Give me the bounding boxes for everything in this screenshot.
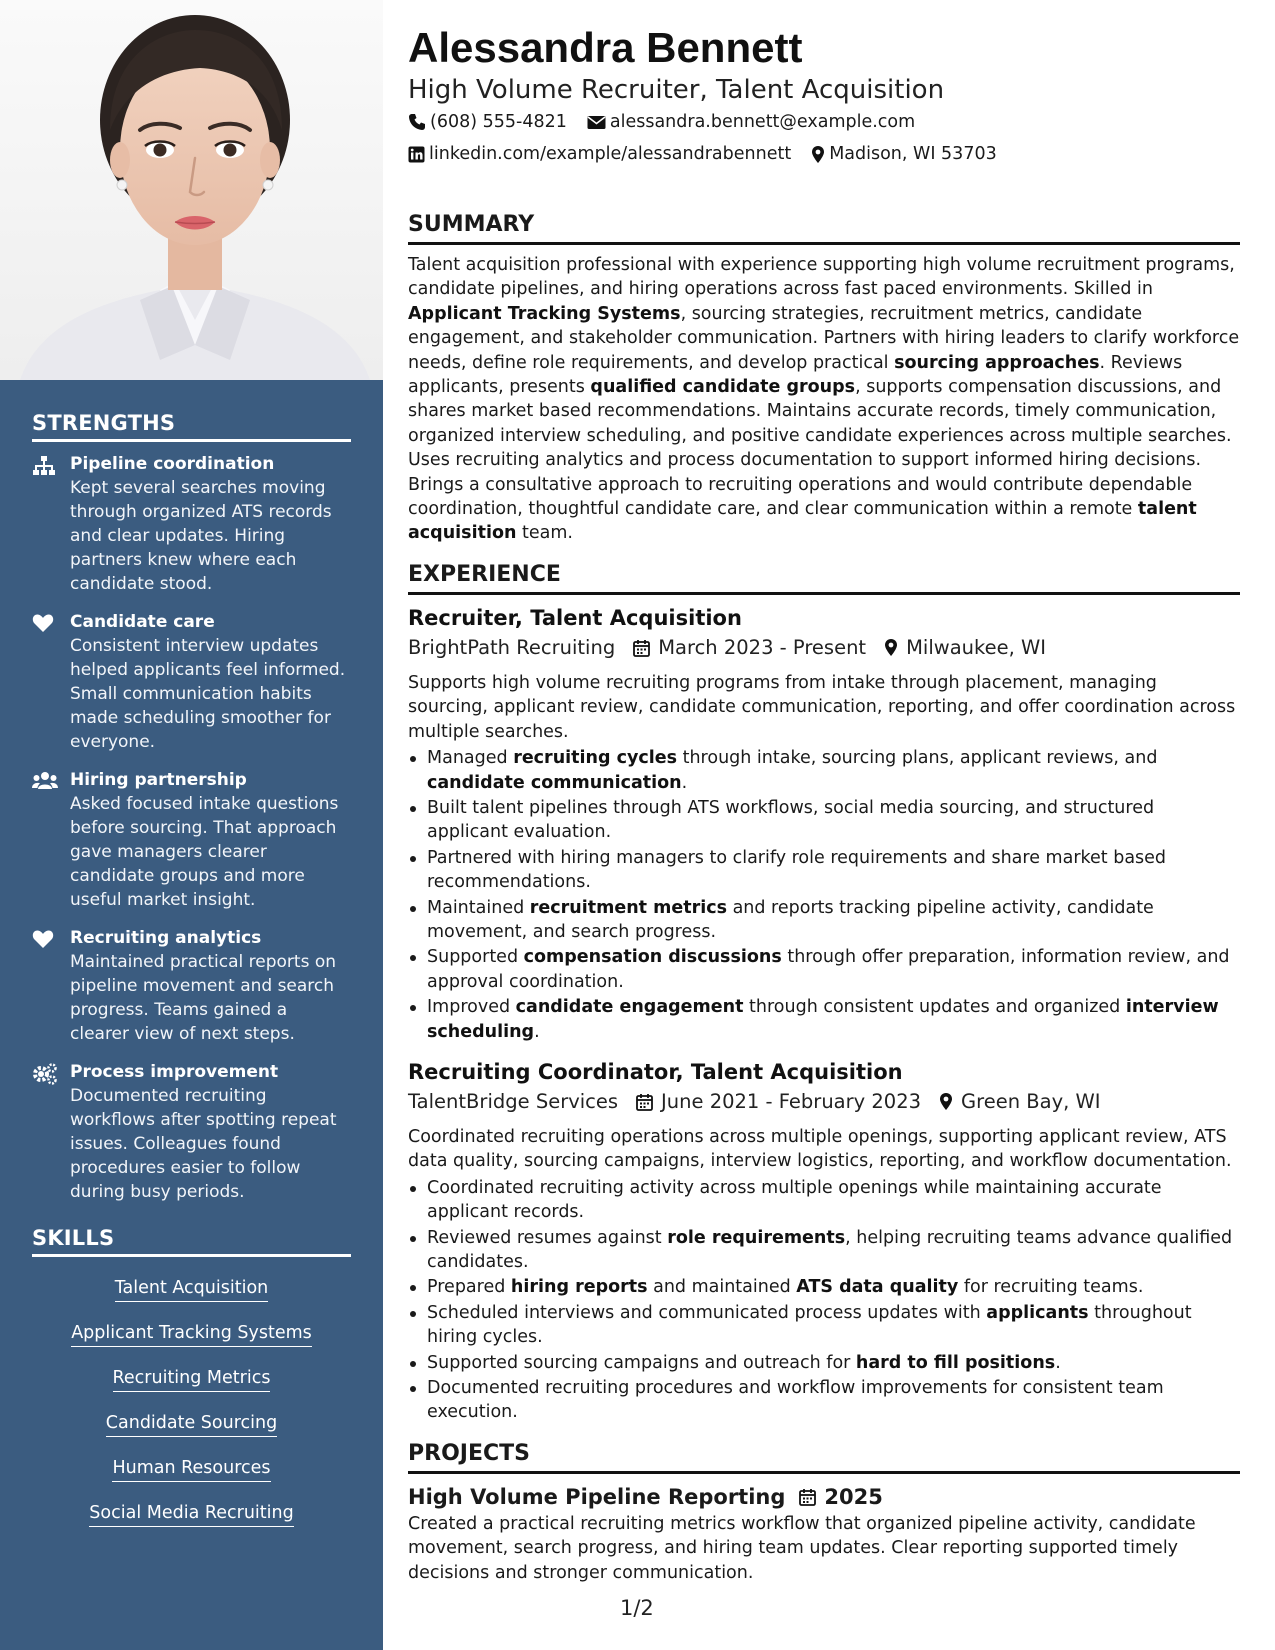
strength-description: Maintained practical reports on pipeline movement and search progress. Teams gained a clearer view of next steps. xyxy=(70,952,336,1044)
emphasis-text: compensation discussions xyxy=(523,947,782,968)
linkedin-text[interactable]: linkedin.com/example/alessandrabennett xyxy=(429,144,792,164)
skills-heading: SKILLS xyxy=(32,1226,351,1257)
text-run: through consistent updates and organized xyxy=(743,997,1126,1018)
bullet-item xyxy=(408,1351,1240,1375)
company-name: BrightPath Recruiting xyxy=(408,635,616,659)
company-name: TalentBridge Services xyxy=(408,1089,619,1113)
skill-item: Talent Acquisition xyxy=(115,1276,269,1302)
linkedin-icon xyxy=(408,146,425,163)
bullet-item xyxy=(408,1226,1240,1275)
strength-item xyxy=(32,452,351,596)
location-contact xyxy=(811,138,997,170)
job-meta xyxy=(408,633,1240,663)
text-run: through offer preparation, information review, and approval coordination. xyxy=(427,947,1230,992)
text-run: Built talent pipelines through ATS workflows, social media sourcing, and structured applicant evaluation. xyxy=(427,797,1155,843)
job-meta xyxy=(408,1087,1240,1117)
job-entry xyxy=(408,603,1240,1044)
summary-heading: SUMMARY xyxy=(408,210,1240,245)
text-run: Scheduled interviews and communicated process updates with xyxy=(427,1302,987,1323)
text-run: , sourcing strategies, recruitment metrics, candidate engagement, and stakeholder communication. Partners with hiring leaders to clarify workforce needs, define role requirements, and develop practical xyxy=(408,303,1240,373)
contact-row xyxy=(408,138,1240,170)
map-marker-icon xyxy=(939,1092,953,1111)
job-location xyxy=(939,1087,1101,1117)
job-location-text: Green Bay, WI xyxy=(961,1089,1101,1113)
job-entry xyxy=(408,1057,1240,1425)
projects-heading: PROJECTS xyxy=(408,1439,1240,1474)
heart-icon xyxy=(32,926,70,1046)
candidate-title: High Volume Recruiter, Talent Acquisition xyxy=(408,75,945,105)
project-entry xyxy=(408,1482,1240,1585)
job-dates-text: June 2021 - February 2023 xyxy=(661,1089,922,1113)
strength-description: Documented recruiting workflows after spotting repeat issues. Colleagues found procedures easier to follow during busy periods. xyxy=(70,1086,337,1202)
phone-icon xyxy=(408,113,426,131)
strength-item xyxy=(32,768,351,912)
emphasis-text: applicants xyxy=(986,1302,1089,1323)
text-run: Improved xyxy=(427,997,516,1018)
text-run: Supported sourcing campaigns and outreach for xyxy=(427,1352,856,1373)
bullet-item xyxy=(408,796,1240,845)
project-title: High Volume Pipeline Reporting xyxy=(408,1484,786,1509)
phone-text: (608) 555-4821 xyxy=(430,112,567,132)
strength-item xyxy=(32,1060,351,1204)
email-contact[interactable] xyxy=(587,106,915,138)
calendar-icon xyxy=(636,1093,653,1111)
linkedin-contact[interactable] xyxy=(408,138,791,170)
calendar-icon xyxy=(633,639,650,657)
text-run: , supports compensation discussions, and shares market based recommendations. Maintains accurate records, timely communication, organized interview scheduling, and positive candidate experiences across multiple searches. Uses recruiting analytics and process documentation to support informed hiring decisions. Brings a consultative approach to recruiting operations and would contribute dependable coordination, thoughtful candidate care, and clear communication within a remote xyxy=(408,377,1232,520)
project-description: Created a practical recruiting metrics workflow that organized pipeline activity, candidate movement, search progress, and hiring team updates. Clear reporting supported timely decisions and stronger communication. xyxy=(408,1513,1196,1583)
text-run: . xyxy=(681,772,688,793)
bullet-item xyxy=(408,1275,1240,1299)
text-run: and maintained xyxy=(647,1277,797,1298)
users-icon xyxy=(32,768,70,912)
strength-title: Process improvement xyxy=(70,1062,279,1082)
job-description: Supports high volume recruiting programs from intake through placement, managing sourcing, applicant review, candidate communication, reporting, and offer coordination across multiple searches. xyxy=(408,672,1236,742)
text-run: Reviewed resumes against xyxy=(427,1227,668,1248)
candidate-name: Alessandra Bennett xyxy=(408,24,803,71)
heart-icon xyxy=(32,610,70,754)
emphasis-text: hiring reports xyxy=(510,1277,648,1298)
text-run: throughout hiring cycles. xyxy=(427,1302,1192,1348)
experience-heading: EXPERIENCE xyxy=(408,560,1240,595)
location-text: Madison, WI 53703 xyxy=(829,144,997,164)
strength-title: Recruiting analytics xyxy=(70,928,262,948)
text-run: Documented recruiting procedures and workflow improvements for consistent team execution. xyxy=(427,1378,1164,1423)
emphasis-text: candidate communication xyxy=(427,772,682,793)
bullet-item xyxy=(408,1176,1240,1225)
emphasis-text: recruitment metrics xyxy=(529,897,727,918)
page-number: 1/2 xyxy=(620,1596,654,1620)
skill-item: Applicant Tracking Systems xyxy=(71,1321,312,1347)
bullet-item xyxy=(408,846,1240,895)
job-bullets xyxy=(408,746,1240,1044)
skill-item: Social Media Recruiting xyxy=(89,1501,293,1527)
strength-item xyxy=(32,610,351,754)
strength-item xyxy=(32,926,351,1046)
main-content xyxy=(408,22,1240,1585)
job-description: Coordinated recruiting operations across multiple openings, supporting applicant review, ATS data quality, sourcing campaigns, interview logistics, reporting, and workflow documentation. xyxy=(408,1126,1232,1172)
text-run: Supported xyxy=(427,947,524,968)
bullet-item xyxy=(408,896,1240,945)
emphasis-text: talent acquisition xyxy=(408,499,1197,544)
sidebar xyxy=(0,0,383,1650)
map-marker-icon xyxy=(884,638,898,657)
job-location xyxy=(884,633,1046,663)
strength-description: Consistent interview updates helped applicants feel informed. Small communication habits made scheduling smoother for everyone. xyxy=(70,636,346,752)
text-run: . xyxy=(1055,1352,1061,1373)
text-run: . Reviews applicants, presents xyxy=(408,352,1183,398)
emphasis-text: interview scheduling xyxy=(427,997,1219,1042)
emphasis-text: recruiting cycles xyxy=(513,748,678,769)
text-run: , helping recruiting teams advance qualified candidates. xyxy=(427,1227,1233,1272)
strength-title: Candidate care xyxy=(70,612,215,632)
text-run: Maintained xyxy=(427,897,530,918)
strength-title: Hiring partnership xyxy=(70,770,247,790)
gears-icon xyxy=(32,1060,70,1204)
bullet-item xyxy=(408,995,1240,1044)
profile-photo xyxy=(0,0,383,380)
text-run: Partnered with hiring managers to clarify role requirements and share market based recommendations. xyxy=(427,847,1167,893)
text-run: Talent acquisition professional with experience supporting high volume recruitment programs, candidate pipelines, and hiring operations across fast paced environments. Skilled in xyxy=(408,255,1235,300)
summary-text xyxy=(408,253,1240,546)
strength-title: Pipeline coordination xyxy=(70,454,275,474)
text-run: Prepared xyxy=(427,1277,511,1298)
bullet-item xyxy=(408,1301,1240,1350)
bullet-item xyxy=(408,945,1240,994)
email-text[interactable]: alessandra.bennett@example.com xyxy=(609,112,916,132)
skill-item: Candidate Sourcing xyxy=(106,1411,277,1437)
sitemap-icon xyxy=(32,452,70,596)
job-location-text: Milwaukee, WI xyxy=(906,635,1047,659)
text-run: Coordinated recruiting activity across multiple openings while maintaining accurate applicant records. xyxy=(427,1177,1162,1223)
bullet-item xyxy=(408,746,1240,795)
phone-contact xyxy=(408,106,567,138)
job-bullets xyxy=(408,1176,1240,1425)
emphasis-text: ATS data quality xyxy=(796,1277,959,1298)
job-title: Recruiting Coordinator, Talent Acquisition xyxy=(408,1059,903,1084)
emphasis-text: hard to fill positions xyxy=(855,1352,1056,1373)
job-dates xyxy=(633,633,866,663)
portrait-illustration xyxy=(0,0,383,380)
text-run: . xyxy=(534,1021,540,1042)
contact-row xyxy=(408,106,1240,138)
job-dates-text: March 2023 - Present xyxy=(658,635,867,659)
job-title: Recruiter, Talent Acquisition xyxy=(408,605,742,630)
emphasis-text: Applicant Tracking Systems xyxy=(408,303,681,324)
text-run: team. xyxy=(516,523,573,544)
envelope-icon xyxy=(587,115,606,130)
bullet-item xyxy=(408,1376,1240,1425)
text-run: for recruiting teams. xyxy=(958,1277,1144,1298)
skill-item: Recruiting Metrics xyxy=(113,1366,271,1392)
skill-item: Human Resources xyxy=(112,1456,270,1482)
emphasis-text: sourcing approaches xyxy=(894,352,1100,373)
project-header xyxy=(408,1482,1240,1512)
project-year: 2025 xyxy=(824,1484,883,1509)
text-run: through intake, sourcing plans, applicant reviews, and xyxy=(677,748,1158,769)
skills-list xyxy=(32,1267,351,1541)
strength-description: Kept several searches moving through organized ATS records and clear updates. Hiring partners knew where each candidate stood. xyxy=(70,478,332,594)
emphasis-text: role requirements xyxy=(667,1227,846,1248)
map-marker-icon xyxy=(811,145,825,164)
strengths-heading: STRENGTHS xyxy=(32,411,351,442)
text-run: and reports tracking pipeline activity, candidate movement, and search progress. xyxy=(427,897,1154,942)
text-run: Managed xyxy=(427,748,514,769)
sidebar-content xyxy=(32,411,351,1541)
strength-description: Asked focused intake questions before sourcing. That approach gave managers clearer candidate groups and more useful market insight. xyxy=(70,794,339,910)
calendar-icon xyxy=(799,1488,816,1506)
emphasis-text: qualified candidate groups xyxy=(590,377,856,398)
emphasis-text: candidate engagement xyxy=(515,997,744,1018)
job-dates xyxy=(636,1087,921,1117)
